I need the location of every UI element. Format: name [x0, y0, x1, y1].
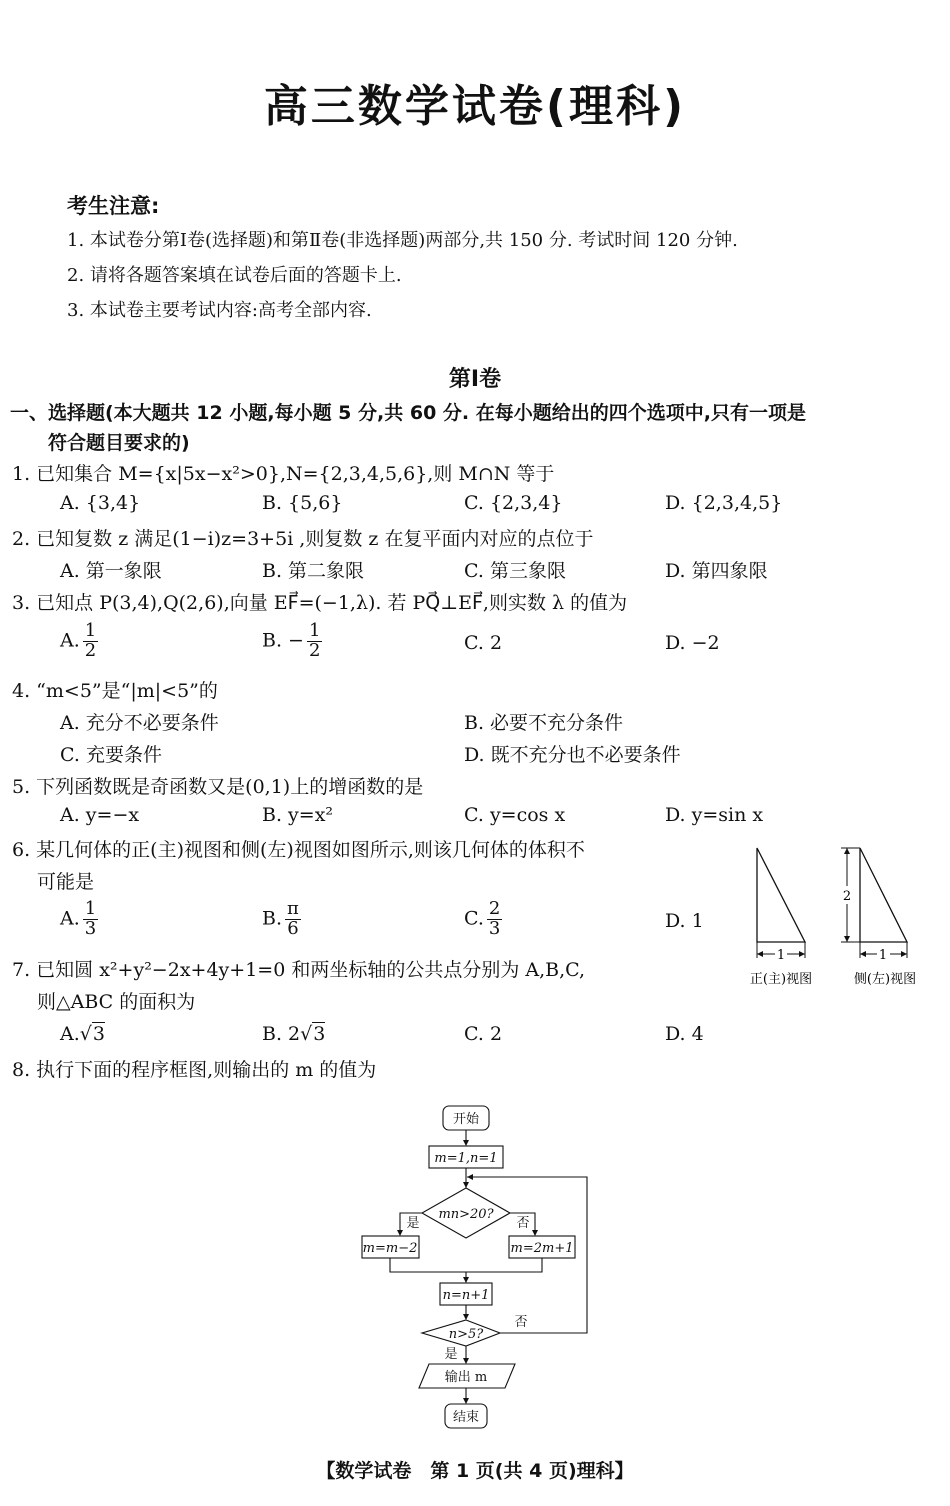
start-label: 开始	[452, 1112, 480, 1127]
sqrt-icon: √	[300, 1023, 313, 1045]
question-1-stem: 1. 已知集合 M={x|5x−x²>0},N={2,3,4,5,6},则 M∩N 等于	[12, 463, 555, 485]
question-4-stem: 4. “m<5”是“|m|<5”的	[12, 680, 218, 702]
question-3-option-d: D. −2	[665, 632, 720, 654]
side-view-triangle	[860, 848, 907, 942]
question-5-option-a: A. y=−x	[60, 804, 140, 826]
question-2-stem: 2. 已知复数 z 满足(1−i)z=3+5i ,则复数 z 在复平面内对应的点位于	[12, 528, 594, 550]
question-3-option-c: C. 2	[464, 632, 503, 654]
option-label: A.	[60, 1023, 80, 1045]
flow-line	[390, 1258, 466, 1272]
question-1-option-c: C. {2,3,4}	[464, 492, 563, 514]
arrow-icon	[463, 1398, 469, 1404]
option-label: B. −	[262, 629, 304, 652]
arrow-icon	[397, 1230, 403, 1236]
question-2-option-b: B. 第二象限	[262, 560, 365, 582]
front-view-caption: 正(主)视图	[749, 972, 813, 987]
question-2-option-c: C. 第三象限	[464, 560, 566, 582]
numerator: 1	[84, 898, 97, 919]
denominator: 3	[84, 917, 97, 939]
right-box-label: m=2m+1	[510, 1241, 574, 1256]
arrow-icon	[463, 1314, 469, 1320]
option-label: A.	[60, 907, 80, 930]
question-1-option-b: B. {5,6}	[262, 492, 343, 514]
radicand: 3	[313, 1023, 326, 1045]
fraction	[285, 900, 301, 939]
section-heading-line1: 一、选择题(本大题共 12 小题,每小题 5 分,共 60 分. 在每小题给出的四个选项中,只有一项是	[10, 402, 806, 424]
question-1-option-d: D. {2,3,4,5}	[665, 492, 783, 514]
fraction	[83, 622, 98, 661]
question-5-option-b: B. y=x²	[262, 804, 334, 826]
question-4-option-a: A. 充分不必要条件	[60, 712, 219, 734]
front-width-label: 1	[776, 948, 786, 963]
yes-label: 是	[406, 1216, 420, 1231]
question-6-option-c	[464, 900, 502, 939]
question-5-stem: 5. 下列函数既是奇函数又是(0,1)上的增函数的是	[12, 776, 424, 798]
no-label: 否	[514, 1315, 528, 1330]
fraction	[307, 622, 322, 661]
fraction	[83, 900, 98, 939]
question-6-stem-line2: 可能是	[37, 871, 95, 893]
question-4-option-c: C. 充要条件	[60, 744, 162, 766]
front-view-triangle	[757, 848, 805, 942]
arrow-icon	[860, 951, 866, 957]
no-label: 否	[516, 1216, 530, 1231]
denominator: 2	[84, 639, 97, 661]
arrow-icon	[463, 1358, 469, 1364]
output-label: 输出 m	[444, 1370, 488, 1385]
question-6-option-a	[60, 900, 98, 939]
question-4-option-b: B. 必要不充分条件	[464, 712, 624, 734]
denominator: 2	[308, 639, 321, 661]
arrow-icon	[463, 1277, 469, 1283]
arrow-icon	[467, 1174, 473, 1180]
question-7-stem-line2: 则△ABC 的面积为	[37, 991, 196, 1013]
question-1-option-a: A. {3,4}	[60, 492, 141, 514]
numerator: π	[287, 898, 299, 919]
arrow-icon	[463, 1182, 469, 1188]
fraction	[487, 900, 502, 939]
question-5-option-c: C. y=cos x	[464, 804, 566, 826]
question-2-option-a: A. 第一象限	[60, 560, 162, 582]
denominator: 6	[287, 917, 299, 939]
flowchart	[355, 1100, 595, 1436]
page-footer: 【数学试卷 第 1 页(共 4 页)理科】	[316, 1460, 634, 1482]
question-3-stem: 3. 已知点 P(3,4),Q(2,6),向量 EF⃗=(−1,λ). 若 PQ⃗⊥EF⃗,则实数 λ 的值为	[12, 592, 628, 614]
section-heading-line2: 符合题目要求的)	[48, 432, 190, 454]
increment-label: n=n+1	[442, 1288, 490, 1303]
question-3-option-b	[262, 622, 322, 661]
notice-item-1: 1. 本试卷分第Ⅰ卷(选择题)和第Ⅱ卷(非选择题)两部分,共 150 分. 考试时间 120 分钟.	[67, 230, 738, 251]
question-7-option-a	[60, 1023, 105, 1045]
yes-label: 是	[444, 1347, 458, 1362]
decision-2-label: n>5?	[448, 1327, 484, 1342]
radicand: 3	[92, 1023, 105, 1045]
side-height-label: 2	[842, 889, 852, 904]
question-6-option-d: D. 1	[665, 910, 704, 932]
arrow-icon	[844, 848, 850, 854]
question-2-option-d: D. 第四象限	[665, 560, 768, 582]
question-4-option-d: D. 既不充分也不必要条件	[464, 744, 681, 766]
question-8-stem: 8. 执行下面的程序框图,则输出的 m 的值为	[12, 1059, 377, 1081]
question-6-option-b	[262, 900, 301, 939]
question-7-option-c: C. 2	[464, 1023, 503, 1045]
question-5-option-d: D. y=sin x	[665, 804, 764, 826]
three-view-figure	[735, 838, 935, 990]
question-3-option-a	[60, 622, 98, 661]
volume-heading: 第Ⅰ卷	[448, 367, 502, 392]
option-label: A.	[60, 629, 80, 652]
arrow-icon	[532, 1230, 538, 1236]
init-label: m=1,n=1	[434, 1151, 498, 1166]
question-6-stem-line1: 6. 某几何体的正(主)视图和侧(左)视图如图所示,则该几何体的体积不	[12, 839, 585, 861]
arrow-icon	[463, 1140, 469, 1146]
page-title: 高三数学试卷(理科)	[263, 81, 687, 132]
notice-item-2: 2. 请将各题答案填在试卷后面的答题卡上.	[67, 265, 402, 286]
arrow-icon	[844, 936, 850, 942]
notice-item-3: 3. 本试卷主要考试内容:高考全部内容.	[67, 300, 372, 321]
question-7-option-d: D. 4	[665, 1023, 704, 1045]
numerator: 1	[308, 620, 321, 641]
arrow-icon	[799, 951, 805, 957]
left-box-label: m=m−2	[362, 1241, 418, 1256]
question-7-option-b	[262, 1023, 325, 1045]
side-view-caption: 侧(左)视图	[853, 972, 917, 987]
arrow-icon	[757, 951, 763, 957]
numerator: 2	[488, 898, 501, 919]
question-7-stem-line1: 7. 已知圆 x²+y²−2x+4y+1=0 和两坐标轴的公共点分别为 A,B,C,	[12, 959, 586, 981]
arrow-icon	[901, 951, 907, 957]
decision-1-label: mn>20?	[438, 1207, 494, 1222]
sqrt-icon: √	[79, 1023, 92, 1045]
end-label: 结束	[452, 1410, 480, 1425]
flow-line	[466, 1258, 542, 1272]
option-label: B.	[262, 907, 283, 930]
option-label: C.	[464, 907, 484, 930]
option-label: B. 2	[262, 1023, 301, 1045]
denominator: 3	[488, 917, 501, 939]
side-width-label: 1	[878, 948, 888, 963]
notice-heading: 考生注意:	[67, 194, 160, 218]
numerator: 1	[84, 620, 97, 641]
